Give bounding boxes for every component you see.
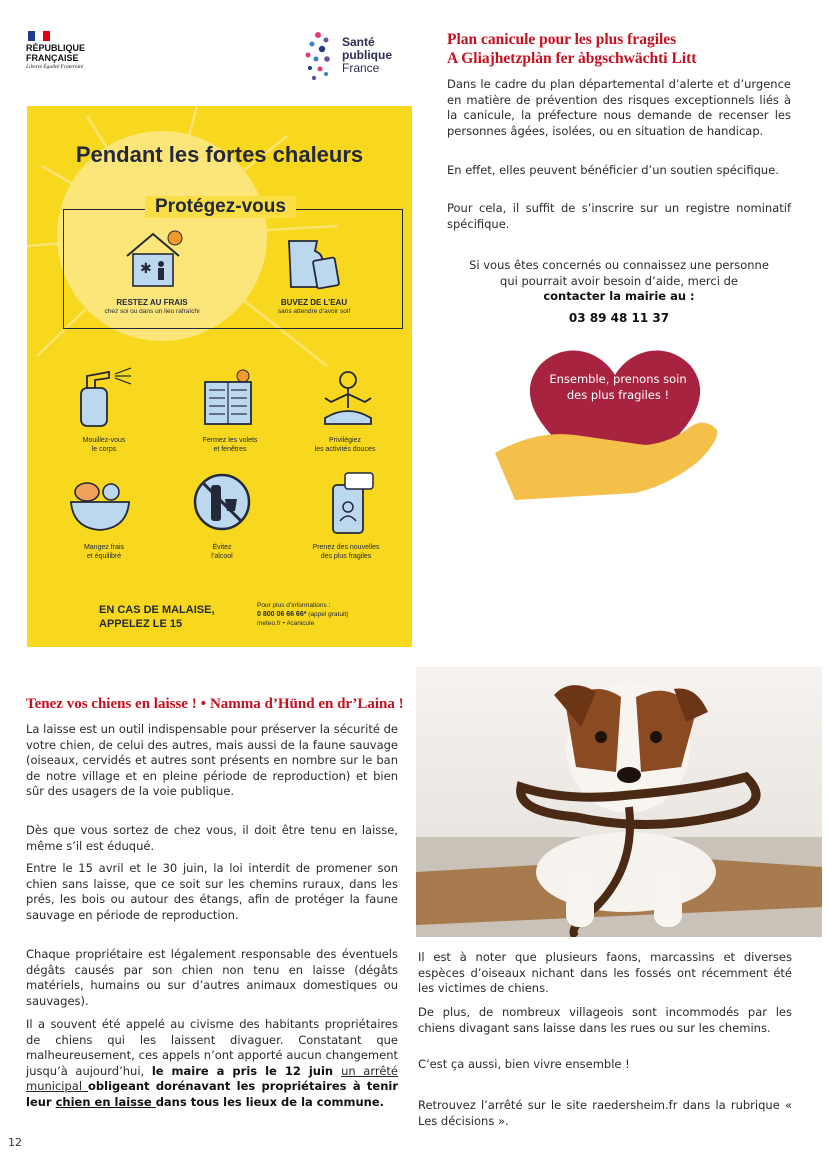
canicule-paragraph-1: Dans le cadre du plan départemental d’alerte et d’urgence en matière de prévention des risques exceptionnels liés à la canicule, la préfecture nous demande de recenser les personnes âgées, isolées, ou en situation de handicap. xyxy=(447,77,791,138)
info-label: Pour plus d’informations : xyxy=(257,602,331,609)
dogs-heading xyxy=(26,695,526,713)
tile2-sub: sans attendre d’avoir soif xyxy=(277,308,351,315)
canicule-cta xyxy=(447,258,791,305)
no-alcohol-icon xyxy=(191,471,253,533)
tile-drink-water xyxy=(249,298,379,316)
dogs-paragraph-4: Chaque propriétaire est légalement responsable des éventuels dégâts causés par son chien non tenu en laisse (dégâts matériels, humains ou sur d’autres animaux domestiques ou sauvages). xyxy=(26,947,398,1008)
info-links: meteo.fr • #canicule xyxy=(257,620,315,627)
cta-line1: Si vous êtes concernés ou connaissez une personne xyxy=(469,258,769,272)
tile1-title: RESTEZ AU FRAIS xyxy=(116,298,188,307)
republique-francaise-title: RÉPUBLIQUE FRANÇAISE xyxy=(26,43,86,63)
canicule-title-fr: Plan canicule pour les plus fragiles xyxy=(447,31,677,48)
tip2-line1: Fermez les volets xyxy=(202,437,258,444)
tip1-line2: le corps xyxy=(91,446,117,453)
tip4-line2: et équilibré xyxy=(86,553,122,560)
dogs-paragraph-1: La laisse est un outil indispensable pour préserver la sécurité de votre chien, de celui des autres, mais aussi de la faune sauvage (oiseaux, cervidés et autres sont présents en nombre sur le ban de notre village et en pleine période de reproduction) et bien sûr des usagers de la voie publique. xyxy=(26,722,398,798)
tip-wet-body xyxy=(49,436,159,454)
republique-francaise-motto: Liberté Égalité Fraternité xyxy=(26,64,84,70)
tile1-sub: chez soi ou dans un lieu rafraîchi xyxy=(104,308,200,315)
info-phone: 0 800 06 66 66* xyxy=(257,611,307,618)
heart-line2: des plus fragiles ! xyxy=(566,387,670,402)
dogs-paragraph-3: Entre le 15 avril et le 30 juin, la loi interdit de promener son chien sans laisse, que ce soit sur les chemins ruraux, dans les prés, les bois ou autour des étangs, afin de protéger la faune sauvage en période de reproduction. xyxy=(26,861,398,922)
tip6-line2: des plus fragiles xyxy=(320,553,372,560)
tip-eat-fresh xyxy=(49,543,159,561)
tip-check-fragile xyxy=(291,543,401,561)
malaise-notice xyxy=(99,603,249,631)
dogs-right-paragraph-1: Il est à noter que plusieurs faons, marcassins et diverses espèces d’oiseaux nichant dans les fossés ont récemment été les victimes de chiens. xyxy=(418,950,792,995)
sp-line2: publique xyxy=(342,48,392,62)
p5-start: Il a souvent été appelé au civisme des habitants propriétaires de chiens qui les laissent divaguer. Constatant que malheureusement, ces appels n’ont apporté aucun changement jusqu’à aujourd’hui, xyxy=(26,1017,398,1078)
spray-bottle-icon xyxy=(73,364,135,430)
republique-francaise-flag xyxy=(28,31,50,41)
sp-line3: France xyxy=(342,61,380,75)
dogs-right-paragraph-4: Retrouvez l’arrêté sur le site raedersheim.fr dans la rubrique « Les décisions ». xyxy=(418,1098,792,1128)
heart-hand-illustration xyxy=(495,335,735,510)
p5-underline-2: chien en laisse xyxy=(55,1094,156,1109)
cta-line3: contacter la mairie au : xyxy=(543,289,695,303)
page-number: 12 xyxy=(8,1136,22,1149)
dogs-right-paragraph-2: De plus, de nombreux villageois sont incommodés par les chiens divagant sans laisse dans les rues ou sur les chemins. xyxy=(418,1005,792,1035)
tip1-line1: Mouillez-vous xyxy=(82,437,126,444)
malaise-line2: APPELEZ LE 15 xyxy=(99,618,183,630)
canicule-heading xyxy=(447,30,807,68)
dogs-right-paragraph-3: C’est ça aussi, bien vivre ensemble ! xyxy=(418,1057,630,1071)
dogs-title-als: Namma d’Hünd en dr’Laina ! xyxy=(209,696,404,712)
tip5-line2: l’alcool xyxy=(211,553,233,560)
poster-subtitle: Protégez-vous xyxy=(145,196,296,218)
info-phone-note: (appel gratuit) xyxy=(308,611,349,618)
canicule-paragraph-2: En effet, elles peuvent bénéficier d’un soutien spécifique. xyxy=(447,163,779,177)
sante-publique-wordmark xyxy=(342,36,392,75)
title-separator: • xyxy=(200,696,206,712)
malaise-line1: EN CAS DE MALAISE, xyxy=(99,604,215,616)
meditation-icon xyxy=(317,368,379,430)
poster-title: Pendant les fortes chaleurs xyxy=(75,142,364,167)
p5-bold-1: le maire a pris le 12 juin xyxy=(151,1063,342,1078)
tip-close-shutters xyxy=(175,436,285,454)
dogs-title-fr: Tenez vos chiens en laisse ! xyxy=(26,696,197,712)
phone-message-icon xyxy=(327,471,375,535)
heart-message xyxy=(528,372,708,403)
p5-bold-3: dans tous les lieux de la commune. xyxy=(155,1094,384,1109)
info-block xyxy=(257,601,387,628)
tip5-line1: Évitez xyxy=(212,544,232,551)
dogs-paragraph-2: Dès que vous sortez de chez vous, il doit être tenu en laisse, même s’il est éduqué. xyxy=(26,823,398,853)
tile2-title: BUVEZ DE L’EAU xyxy=(280,298,348,307)
svg-text:✱: ✱ xyxy=(140,261,152,277)
tip6-line1: Prenez des nouvelles xyxy=(312,544,380,551)
cta-line2: qui pourrait avoir besoin d’aide, merci de xyxy=(500,273,738,288)
mairie-phone: 03 89 48 11 37 xyxy=(568,311,670,325)
heart-line1: Ensemble, prenons soin xyxy=(549,372,687,386)
tile-stay-cool xyxy=(87,298,217,316)
p5-bold-2: obligeant dorénavant les propriétaires à tenir leur xyxy=(26,1079,398,1109)
dogs-paragraph-5 xyxy=(26,1017,398,1110)
tip3-line1: Privilégiez xyxy=(329,437,361,444)
shutters-icon xyxy=(199,368,261,430)
tip3-line2: les activités douces xyxy=(314,446,376,453)
tip2-line2: et fenêtres xyxy=(213,446,247,453)
cool-house-icon xyxy=(123,226,185,290)
heatwave-poster xyxy=(27,106,412,647)
p5-underline-1: un arrêté municipal xyxy=(26,1063,398,1093)
tip4-line1: Mangez frais xyxy=(83,544,125,551)
tip-gentle-activities xyxy=(290,436,400,454)
canicule-paragraph-3: Pour cela, il suffit de s’inscrire sur un registre nominatif spécifique. xyxy=(447,201,791,231)
food-bowl-icon xyxy=(67,478,133,534)
canicule-title-als: A Gliajhetzplàn fer àbgschwächti Litt xyxy=(447,50,697,67)
tip-avoid-alcohol xyxy=(167,543,277,561)
sp-line1: Santé xyxy=(342,35,375,49)
water-jug-icon xyxy=(279,231,345,293)
